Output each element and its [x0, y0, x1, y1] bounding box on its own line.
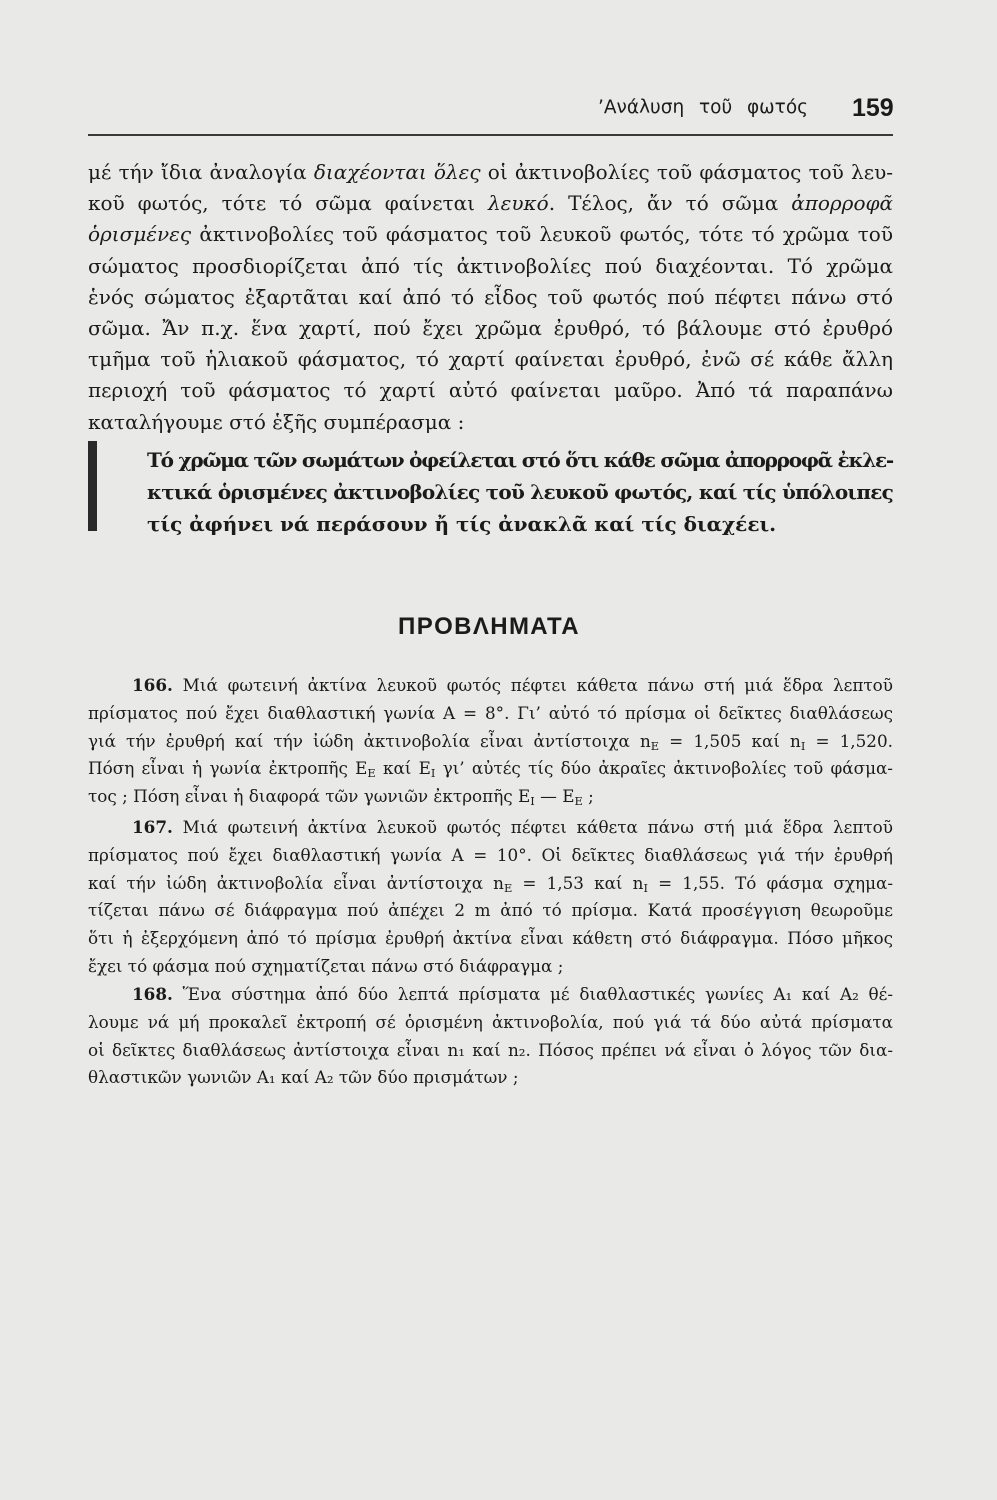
text-line: [88, 219, 893, 250]
problems-heading: [398, 612, 580, 642]
text-line-content: [88, 285, 893, 309]
subscript-index: I: [643, 880, 648, 895]
text-run: ἑνός σώματος ἐξαρτᾶται καί ἀπό τό εἶδος τοῦ φωτός πού πέφτει πάνω στό: [88, 284, 893, 309]
subscript-index: E: [574, 794, 583, 809]
text-line-content: [88, 410, 464, 434]
text-run: . Τέλος, ἄν τό σῶμα: [548, 191, 792, 216]
text-run: κτικά ὁρισμένες ἀκτινοβολίες τοῦ λευκοῦ φωτός, καί τίς ὑπόλοιπες: [147, 480, 893, 504]
running-header-title: [598, 96, 808, 120]
text-line: [88, 344, 893, 375]
text-line-content: [88, 758, 893, 781]
text-line: [132, 814, 893, 842]
text-run: = 1,520.: [805, 730, 893, 751]
problem-number: 168.: [132, 984, 173, 1004]
text-line-content: [88, 786, 594, 809]
subscript-index: E: [367, 766, 376, 781]
text-run: πρίσματος πού ἔχει διαθλαστική γωνία A = 8°. Γι’ αὐτό τό πρίσμα οἱ δεῖκτες διαθλάσεως: [88, 702, 893, 723]
text-line-content: [88, 347, 893, 371]
text-line: [88, 925, 893, 953]
text-run: μέ τήν ἴδια ἀναλογία: [88, 160, 314, 184]
text-line-content: [88, 254, 893, 278]
text-run: = 1,55. Τό φάσμα σχημα-: [647, 872, 893, 893]
text-line-content: [88, 160, 893, 184]
conclusion-statement: [147, 444, 893, 540]
text-run: καί E: [375, 758, 431, 779]
text-run: γι’ αὐτές τίς δύο ἀκραῖες ἀκτινοβολίες τοῦ φάσμα-: [435, 758, 893, 779]
text-line: [88, 783, 893, 811]
subscript-index: I: [800, 738, 806, 753]
text-run: λουμε νά μή προκαλεῖ ἐκτροπή σέ ὁρισμένη ἀκτινοβολία, πού γιά τά δύο αὐτά πρίσματα: [88, 1011, 893, 1032]
problem-167: [88, 814, 893, 981]
text-line: [88, 728, 893, 756]
conclusion-marker-bar: [88, 441, 97, 531]
text-run: = 1,505 καί n: [659, 730, 801, 751]
text-run: σώματος προσδιορίζεται ἀπό τίς ἀκτινοβολίες πού διαχέονται. Τό χρῶμα: [88, 253, 893, 278]
text-line: [88, 157, 893, 188]
text-line-content: [147, 448, 893, 472]
emphasis-text: λευκό: [487, 191, 549, 216]
text-line-content: [88, 845, 893, 865]
text-line: [88, 375, 893, 406]
page-number: 159: [852, 94, 894, 122]
text-line: [88, 1064, 893, 1092]
problem-number: 167.: [132, 817, 173, 837]
text-line: [147, 508, 893, 540]
body-paragraph: [88, 157, 893, 438]
text-line: [88, 755, 893, 783]
text-run: τίζεται πάνω σέ διάφραγμα πού ἀπέχει 2 m ἀπό τό πρίσμα. Κατά προσέγγιση θεωροῦμε: [88, 900, 893, 921]
text-line: [88, 251, 893, 282]
text-run: καί τήν ἰώδη ἀκτινοβολία εἶναι ἀντίστοιχα n: [88, 872, 504, 893]
text-run: περιοχή τοῦ φάσματος τό χαρτί αὐτό φαίνεται μαῦρο. Ἀπό τά παραπάνω: [88, 378, 893, 403]
text-line: [132, 981, 893, 1009]
emphasis-text: ἀπορροφᾶ: [791, 191, 893, 216]
subscript-index: I: [430, 766, 436, 781]
text-run: ἔχει τό φάσμα πού σχηματίζεται πάνω στό διάφραγμα ;: [88, 955, 564, 976]
text-run: Μιά φωτεινή ἀκτίνα λευκοῦ φωτός πέφτει κάθετα πάνω στή μιά ἕδρα λεπτοῦ: [172, 817, 893, 837]
text-line: [88, 870, 893, 898]
text-run: οἱ δεῖκτες διαθλάσεως ἀντίστοιχα εἶναι n₁ καί n₂. Πόσος πρέπει νά εἶναι ὁ λόγος τῶν δια-: [88, 1039, 893, 1060]
text-line: [88, 953, 893, 981]
text-line-content: [147, 512, 776, 536]
text-run: θλαστικῶν γωνιῶν A₁ καί A₂ τῶν δύο πρισμάτων ;: [88, 1067, 519, 1088]
text-line: [88, 282, 893, 313]
text-run: κοῦ φωτός, τότε τό σῶμα φαίνεται: [88, 191, 488, 216]
text-run: τμῆμα τοῦ ἡλιακοῦ φάσματος, τό χαρτί φαίνεται ἐρυθρό, ἐνῶ σέ κάθε ἄλλη: [88, 347, 893, 372]
text-line-content: [132, 675, 893, 695]
text-line-content: [132, 817, 893, 837]
text-line-content: [88, 222, 893, 246]
problem-166: [88, 672, 893, 811]
text-line: [88, 407, 893, 438]
text-line-content: [88, 1067, 518, 1087]
text-run: ὅτι ἡ ἐξερχόμενη ἀπό τό πρίσμα ἐρυθρή ἀκτίνα εἶναι κάθετη στό διάφραγμα. Πόσο μῆκος: [88, 928, 893, 949]
subscript-index: I: [530, 794, 535, 809]
text-run: — E: [534, 786, 575, 807]
text-line-content: [88, 956, 563, 976]
text-run: οἱ ἀκτινοβολίες τοῦ φάσματος τοῦ λευ-: [480, 160, 894, 184]
text-line-content: [132, 984, 893, 1004]
text-run: Τό χρῶμα τῶν σωμάτων ὀφείλεται στό ὅτι κάθε σῶμα ἀπορροφᾶ ἐκλε-: [147, 448, 893, 472]
text-run: γιά τήν ἐρυθρή καί τήν ἰώδη ἀκτινοβολία εἶναι ἀντίστοιχα n: [88, 730, 651, 751]
text-line-content: [88, 873, 893, 893]
text-line: [132, 672, 893, 700]
text-run: Πόση εἶναι ἡ γωνία ἐκτροπῆς E: [88, 758, 368, 779]
text-run: πρίσματος πού ἔχει διαθλαστική γωνία A = 10°. Οἱ δεῖκτες διαθλάσεως γιά τήν ἐρυθρή: [88, 844, 893, 865]
text-line: [88, 842, 893, 870]
text-run: Ἕνα σύστημα ἀπό δύο λεπτά πρίσματα μέ διαθλαστικές γωνίες A₁ καί A₂ θέ-: [172, 984, 893, 1004]
text-line-content: [88, 191, 893, 215]
text-line-content: [88, 900, 893, 920]
problem-number: 166.: [132, 675, 173, 695]
text-run: ἀκτινοβολίες τοῦ φάσματος τοῦ λευκοῦ φωτός, τότε τό χρῶμα τοῦ: [191, 222, 893, 247]
text-line-content: [88, 1012, 893, 1032]
running-title-text: ’Ανάλυση τοῦ φωτός: [598, 97, 808, 118]
text-line-content: [88, 1040, 893, 1060]
text-line: [147, 444, 893, 476]
emphasis-text: ὁρισμένες: [88, 222, 192, 247]
text-run: = 1,53 καί n: [512, 872, 644, 893]
problem-168: [88, 981, 893, 1092]
emphasis-text: διαχέονται ὅλες: [313, 160, 481, 184]
text-line: [88, 188, 893, 219]
text-run: τίς ἀφήνει νά περάσουν ἤ τίς ἀνακλᾶ καί τίς διαχέει.: [147, 512, 777, 536]
text-line: [88, 700, 893, 728]
text-line-content: [88, 703, 893, 723]
text-line-content: [88, 731, 893, 751]
text-line-content: [88, 316, 893, 340]
text-line-content: [88, 928, 893, 948]
text-run: ;: [582, 786, 594, 807]
text-line: [147, 476, 893, 508]
text-run: τος ; Πόση εἶναι ἡ διαφορά τῶν γωνιῶν ἐκτροπῆς E: [88, 786, 531, 807]
text-run: καταλήγουμε στό ἑξῆς συμπέρασμα :: [88, 409, 465, 434]
text-line: [88, 897, 893, 925]
text-line-content: [147, 480, 893, 504]
text-run: σῶμα. Ἄν π.χ. ἕνα χαρτί, πού ἔχει χρῶμα ἐρυθρό, τό βάλουμε στό ἐρυθρό: [88, 316, 893, 341]
text-run: Μιά φωτεινή ἀκτίνα λευκοῦ φωτός πέφτει κάθετα πάνω στή μιά ἕδρα λεπτοῦ: [172, 675, 893, 695]
subscript-index: E: [650, 738, 660, 753]
text-line: [88, 313, 893, 344]
problems-heading-text: ΠΡΟΒΛΗΜΑΤΑ: [398, 613, 580, 640]
header-rule: [88, 134, 893, 136]
text-line-content: [88, 378, 893, 402]
text-line: [88, 1037, 893, 1065]
text-line: [88, 1009, 893, 1037]
subscript-index: E: [503, 880, 513, 895]
